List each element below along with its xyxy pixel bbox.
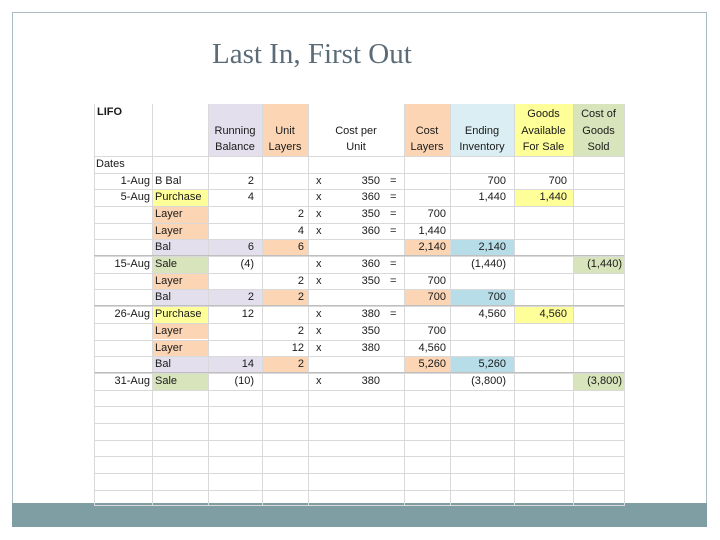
row-equals-sign: = bbox=[390, 207, 397, 220]
row-multiply-sign: x bbox=[316, 191, 322, 204]
row-description: Layer bbox=[155, 224, 183, 237]
row-running-balance: 4 bbox=[247, 191, 254, 204]
row-unit-layers: 2 bbox=[297, 324, 304, 337]
row-running-balance: 6 bbox=[247, 241, 254, 254]
grid-hline bbox=[94, 156, 624, 157]
row-date: 5-Aug bbox=[120, 191, 150, 204]
row-running-balance: 14 bbox=[241, 358, 254, 371]
row-multiply-sign: x bbox=[316, 207, 322, 220]
row-multiply-sign: x bbox=[316, 274, 322, 287]
row-running-balance: 2 bbox=[247, 174, 254, 187]
row-unit-layers: 6 bbox=[297, 241, 304, 254]
row-ending-inventory: 700 bbox=[487, 174, 506, 187]
row-description: Purchase bbox=[155, 308, 202, 321]
row-cost-goods-sold: (3,800) bbox=[587, 374, 622, 387]
row-unit-layers: 12 bbox=[291, 341, 304, 354]
row-cost-per-unit: 380 bbox=[361, 341, 380, 354]
row-cost-per-unit: 350 bbox=[361, 274, 380, 287]
row-date: 26-Aug bbox=[114, 308, 150, 321]
row-cost-per-unit: 380 bbox=[361, 308, 380, 321]
grid-hline bbox=[94, 440, 624, 441]
cost-layers-header-line: Cost bbox=[415, 124, 439, 137]
cost-per-unit-header-line: Cost per bbox=[335, 124, 377, 137]
row-multiply-sign: x bbox=[316, 224, 322, 237]
row-description: Bal bbox=[155, 358, 171, 371]
row-description: Layer bbox=[155, 341, 183, 354]
grid-hline bbox=[94, 456, 624, 457]
row-ending-inventory: 4,560 bbox=[478, 308, 506, 321]
goods-available-header-line: Goods bbox=[527, 107, 560, 120]
row-date: 31-Aug bbox=[114, 374, 150, 387]
grid-vline bbox=[624, 104, 625, 506]
cost-goods-sold-header-line: Goods bbox=[582, 124, 615, 137]
row-cost-goods-sold: (1,440) bbox=[587, 258, 622, 270]
row-cost-per-unit: 360 bbox=[361, 258, 380, 270]
ending-inventory-header-line: Inventory bbox=[459, 141, 505, 154]
row-goods-available: 1,440 bbox=[539, 191, 567, 204]
grid-hline bbox=[94, 473, 624, 474]
row-cost-per-unit: 350 bbox=[361, 324, 380, 337]
slide-title: Last In, First Out bbox=[212, 38, 412, 70]
row-cost-per-unit: 350 bbox=[361, 174, 380, 187]
slide-footer-bar bbox=[12, 503, 707, 527]
row-multiply-sign: x bbox=[316, 324, 322, 337]
cost-goods-sold-header-line: Cost of bbox=[581, 107, 616, 120]
lifo-corner-label: LIFO bbox=[97, 106, 123, 118]
row-cost-layers: 1,440 bbox=[418, 224, 446, 237]
row-unit-layers: 2 bbox=[297, 274, 304, 287]
row-multiply-sign: x bbox=[316, 374, 322, 387]
row-ending-inventory: 2,140 bbox=[478, 241, 506, 254]
row-running-balance: 2 bbox=[247, 291, 254, 304]
cost-layers-header-line: Layers bbox=[410, 141, 444, 154]
running-balance-header-line: Balance bbox=[215, 141, 255, 154]
grid-hline bbox=[94, 390, 624, 391]
row-multiply-sign: x bbox=[316, 258, 322, 270]
unit-layers-header-line: Layers bbox=[268, 141, 302, 154]
row-cost-layers: 700 bbox=[427, 274, 446, 287]
row-ending-inventory: (1,440) bbox=[471, 258, 506, 270]
running-balance-header-line: Running bbox=[214, 124, 256, 137]
row-cost-per-unit: 360 bbox=[361, 224, 380, 237]
row-ending-inventory: 1,440 bbox=[478, 191, 506, 204]
row-description: Layer bbox=[155, 207, 183, 220]
row-date: 1-Aug bbox=[120, 174, 150, 187]
row-running-balance: (4) bbox=[240, 258, 254, 270]
row-ending-inventory: 5,260 bbox=[478, 358, 506, 371]
row-running-balance: (10) bbox=[234, 374, 254, 387]
unit-layers-header-line: Unit bbox=[275, 124, 295, 137]
row-description: Bal bbox=[155, 241, 171, 254]
row-equals-sign: = bbox=[390, 274, 397, 287]
row-goods-available: 700 bbox=[548, 174, 567, 187]
row-description: B Bal bbox=[155, 174, 182, 187]
row-description: Bal bbox=[155, 291, 171, 304]
dates-label: Dates bbox=[96, 158, 125, 170]
row-unit-layers: 2 bbox=[297, 207, 304, 220]
row-description: Layer bbox=[155, 324, 183, 337]
row-equals-sign: = bbox=[390, 191, 397, 204]
row-equals-sign: = bbox=[390, 308, 397, 321]
row-cost-layers: 700 bbox=[427, 324, 446, 337]
ending-inventory-header-line: Ending bbox=[464, 124, 500, 137]
grid-hline bbox=[94, 406, 624, 407]
row-date: 15-Aug bbox=[114, 258, 150, 270]
row-multiply-sign: x bbox=[316, 308, 322, 321]
row-equals-sign: = bbox=[390, 258, 397, 270]
row-multiply-sign: x bbox=[316, 174, 322, 187]
row-description: Purchase bbox=[155, 191, 202, 204]
row-equals-sign: = bbox=[390, 224, 397, 237]
row-ending-inventory: 700 bbox=[487, 291, 506, 304]
lifo-spreadsheet bbox=[94, 104, 624, 506]
row-running-balance: 12 bbox=[241, 308, 254, 321]
row-cost-per-unit: 350 bbox=[361, 207, 380, 220]
row-cost-layers: 5,260 bbox=[418, 358, 446, 371]
row-cost-layers: 700 bbox=[427, 291, 446, 304]
row-cost-per-unit: 360 bbox=[361, 191, 380, 204]
row-multiply-sign: x bbox=[316, 341, 322, 354]
row-equals-sign: = bbox=[390, 174, 397, 187]
row-ending-inventory: (3,800) bbox=[471, 374, 506, 387]
row-cost-layers: 4,560 bbox=[418, 341, 446, 354]
grid-hline bbox=[94, 490, 624, 491]
goods-available-header-line: Available bbox=[521, 124, 566, 137]
row-cost-layers: 2,140 bbox=[418, 241, 446, 254]
row-description: Layer bbox=[155, 274, 183, 287]
cost-goods-sold-header-line: Sold bbox=[587, 141, 610, 154]
row-description: Sale bbox=[155, 374, 178, 387]
cost-per-unit-header-line: Unit bbox=[346, 141, 366, 154]
row-unit-layers: 2 bbox=[297, 358, 304, 371]
row-cost-layers: 700 bbox=[427, 207, 446, 220]
row-unit-layers: 4 bbox=[297, 224, 304, 237]
row-description: Sale bbox=[155, 258, 178, 270]
row-cost-per-unit: 380 bbox=[361, 374, 380, 387]
grid-hline bbox=[94, 423, 624, 424]
goods-available-header-line: For Sale bbox=[522, 141, 565, 154]
grid-hline bbox=[94, 505, 624, 506]
row-goods-available: 4,560 bbox=[539, 308, 567, 321]
row-unit-layers: 2 bbox=[297, 291, 304, 304]
